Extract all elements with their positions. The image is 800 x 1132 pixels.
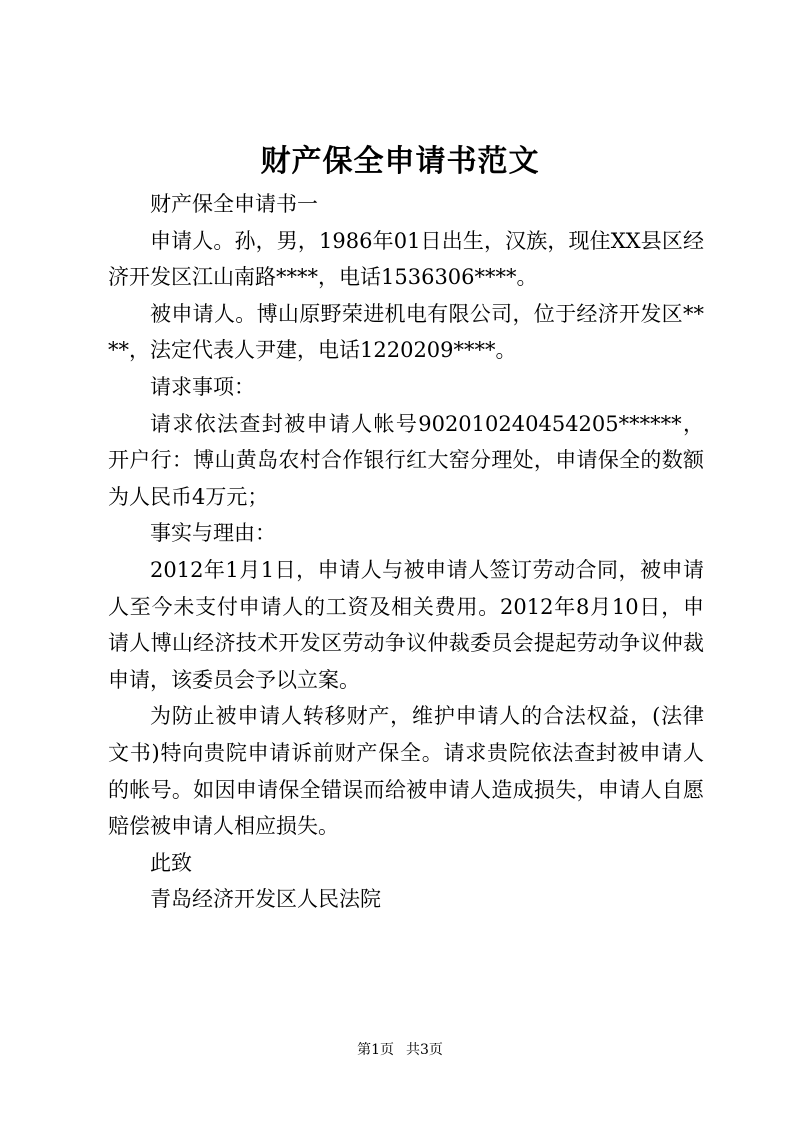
document-body [108,186,704,918]
document-title: 财产保全申请书范文 [260,144,540,179]
respondent-paragraph: 被申请人。博山原野荣进机电有限公司，位于经济开发区****，法定代表人尹建，电话1220209****。 [108,301,704,363]
preservation-request-paragraph: 为防止被申请人转移财产，维护申请人的合法权益，(法律文书)特向贵院申请诉前财产保全。请求贵院依法查封被申请人的帐号。如因申请保全错误而给被申请人造成损失，申请人自愿赔偿被申请人相应损失。 [108,704,704,839]
page-number: 第1页 [357,1042,394,1058]
salutation-closing: 此致 [150,850,192,875]
request-items-paragraph: 请求依法查封被申请人帐号902010240454205******，开户行：博山黄岛农村合作银行红大窑分理处，申请保全的数额为人民币4万元； [108,411,704,509]
page-total: 共3页 [406,1042,443,1058]
facts-reasons-heading: 事实与理由： [150,521,276,546]
request-items-heading: 请求事项： [150,374,255,399]
applicant-paragraph: 申请人。孙，男，1986年01日出生，汉族，现住XX县区经济开发区江山南路****，电话1536306****。 [108,228,704,290]
section-heading-application-one: 财产保全申请书一 [150,192,318,216]
court-addressee: 青岛经济开发区人民法院 [150,887,381,912]
page-footer [0,1040,800,1060]
facts-paragraph: 2012年1月1日，申请人与被申请人签订劳动合同，被申请人至今未支付申请人的工资及相关费用。2012年8月10日，申请人博山经济技术开发区劳动争议仲裁委员会提起劳动争议仲裁申请，该委员会予以立案。 [108,557,704,692]
